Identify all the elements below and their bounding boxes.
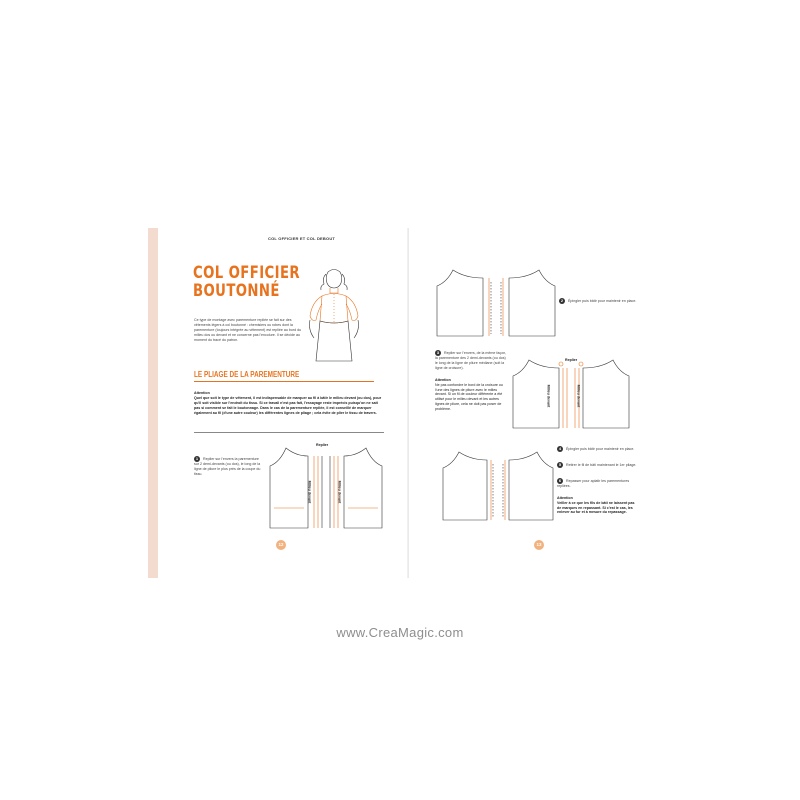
pattern-diagram-step-3 [509,354,633,434]
book-spread [148,228,670,578]
right-page [409,228,670,578]
milieu-devant-label: Milieu devant [307,480,312,504]
step-text: Replier sur l'envers la parementure sur 2 demi-devants (ou dos), le long de la ligne de pliure le plus près de la coupe du tissu. [194,456,261,476]
title-line-2: BOUTONNÉ [193,281,280,301]
step-text: Épingler puis bâtir pour maintenir en place. [568,298,637,303]
step-text: Repasser pour aplatir les parementures repliées. [557,478,630,488]
step-3 [435,350,507,370]
page-number: 13 [534,540,544,550]
step-1 [194,456,264,476]
watermark: www.CreaMagic.com [336,625,464,640]
milieu-devant-label: Milieu devant [546,384,551,408]
milieu-devant-label: Milieu devant [576,384,581,408]
replier-label: Replier [565,358,578,362]
step-text: Retirer le fil de bâti maintenant le 1er pliage. [566,462,637,467]
step-number: 5 [558,462,562,467]
intro-paragraph: Ce type de montage avec parementure repliée se fait sur des vêtements légers à col boutonné : chemisiers ou robes dont la parementure (toujours intégrée au vêtement) est repliée au bord du milieu dos ou devant et ne concerne pas l'encolure. Il se décide au moment du tracé du patron. [194,318,302,342]
step-number: 1 [195,456,199,461]
attention-text: Ne pas confondre le bord de la croisure ou l'une des lignes de pliure avec le milieu devant. Si un fil de couleur différente a été utilisé pour le milieu devant et les autres lignes de pliure, cela ne doit pas poser de problème. [435,382,503,411]
pattern-diagram-step-4 [439,446,557,526]
left-page [148,228,409,578]
step-2 [559,298,639,304]
step-text: Replier sur l'envers, de la même façon, la parementure des 2 demi-devants (ou dos) le long de la ligne de pliure médiane (soit la ligne de croisure). [435,350,507,370]
step-5 [557,462,639,468]
replier-label: Replier [316,443,329,447]
step-6 [557,478,639,489]
woman-illustration [298,266,368,366]
step-4 [557,446,639,452]
attention-text: Veiller à ce que les fils de bâti ne laissent pas de marques en repassant. Si c'est le cas, les enlever au fur et à mesure du repassage. [557,500,635,515]
page-title [193,264,300,300]
step-number: 2 [560,298,564,303]
pattern-diagram-step-1 [266,438,386,538]
step-text: Épingler puis bâtir pour maintenir en place. [566,446,635,451]
attention-rule [194,432,384,433]
attention-block [194,391,384,416]
attention-title: Attention [435,378,451,382]
pattern-diagram-step-2 [433,264,559,342]
attention-title: Attention [557,496,573,500]
step-number: 4 [558,446,562,451]
section-heading: LE PLIAGE DE LA PAREMENTURE [194,370,300,379]
title-line-1: COL OFFICIER [193,263,301,283]
step-number: 3 [436,350,440,355]
attention-block-2 [557,496,635,515]
section-rule [194,381,374,382]
milieu-devant-label: Milieu devant [337,480,342,504]
page-number: 12 [276,540,286,550]
attention-block-1 [435,378,507,412]
step-number: 6 [558,478,562,483]
attention-title: Attention [194,391,210,395]
attention-text: Quel que soit le type de vêtement, il est indispensable de marquer au fil à bâtir le milieu devant (ou dos), pour qu'il soit visible sur l'endroit du tissu. Si ce travail n'est pas fait, l'essayage reste imprécis puisqu'on ne sait pas si comment se fait le boutonnage. Dans le cas de la parementure repliée, il est conseillé de marquer également au fil (d'une autre couleur) les différentes lignes de pliage ; cela évite de plier le tissu de travers. [194,396,382,415]
running-head: COL OFFICIER ET COL DEBOUT [268,236,336,241]
